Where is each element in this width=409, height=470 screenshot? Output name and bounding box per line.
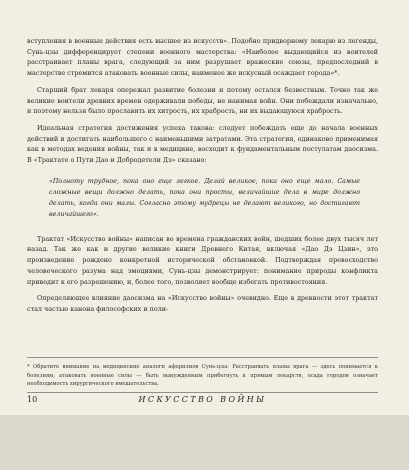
page-number: 10 xyxy=(27,395,38,404)
footnote-divider xyxy=(27,357,378,358)
footer-divider xyxy=(27,392,378,393)
footnote: * Обратите внимание на медицинские аналоги афоризмов Сунь-цзы: Расстраивать планы врага — здесь понимается к болезням, атаковать военные силы — быть вынужденным прибегнуть к прямым лекарств, осада городов означает необходимость хирургического вмешательства. xyxy=(27,364,378,388)
paragraph-1: вступления в военные действия есть высшее из искусств». Подобно придворному лекарю из легенды, Сунь-цзы дифференцирует степени военного мастерства: «Наиболее выдающийся из воителей расстраивает планы врага, следующий за ним разрушает вражеские союзы, предпоследний в мастерстве стремится атаковать военные силы, наименее же искусный осаждает города»*. xyxy=(27,37,378,78)
paragraph-3: Идеальная стратегия достижения успеха такова: следует побеждать еще до начала военных действий и достигать наибольшего с наименьшими затратами. Эта стратегия, одинаково применимая как в методах ведения войны, так и в медицине, восходит к фундаментальным постулатам даосизма. В «Трактате о Пути Дао и Добродетели Дэ» сказано: xyxy=(27,123,378,165)
body-text xyxy=(27,36,378,315)
block-quote: «Полноту трудное, пока оно еще легкое. Делай великое, пока оно еще мало. Самые сложные вещи должно делать, пока они просты, величайшие дела в мире должно делать, когда они малы. Согласно этому мудрецы не делают великого, но достигают величайшего». xyxy=(49,177,360,218)
paragraph-2: Старший брат лекаря опережал развитие болезни и потому остался безвестным. Точно так же великие воители древних времен одерживали победы, не нанимая войн. Они побеждали изначально, и поэтому нельзя было прославить их хитрость, их храбрость, ни их выдающуюся храбрость. xyxy=(27,85,378,116)
paragraph-5: Определяющее влияние даосизма на «Искусство войны» очевидно. Еще в древности этот трактат стал частью канона философских и поли- xyxy=(27,294,378,313)
page-bottom-margin xyxy=(0,415,409,470)
paragraph-4: Трактат «Искусство войны» написан во времена гражданских войн, шедших более двух тысяч лет назад. Так же как и другие великие книги Древнего Китая, включая «Дао Дэ Цзин», это произведение рождено конкретной исторической обстановкой. Подтверждая превосходство человеческого разума над эмоциями, Сунь-цзы демонстрирует: понимание природы конфликта приводит к его разрешению, и, более того, позволяет вообще избегать противостояния. xyxy=(27,234,378,286)
running-title: ИСКУССТВО ВОЙНЫ xyxy=(138,395,267,404)
